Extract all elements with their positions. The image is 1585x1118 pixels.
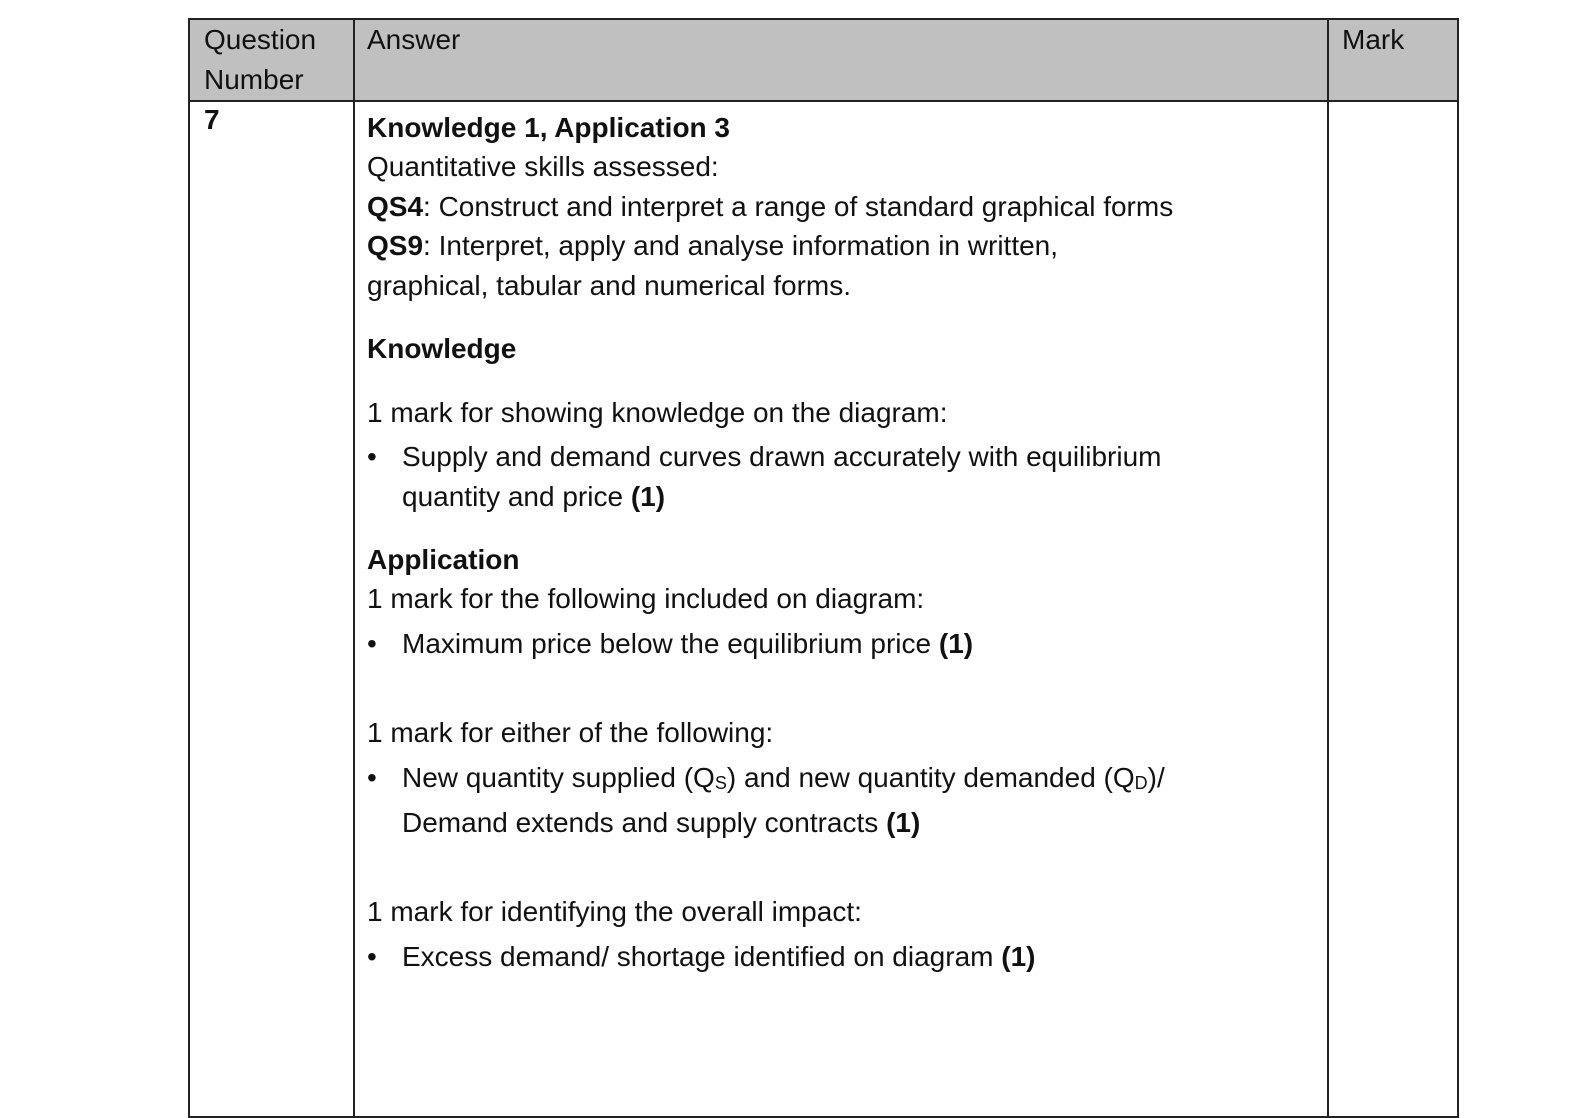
subscript-d: D bbox=[1134, 773, 1148, 793]
question-number: 7 bbox=[204, 104, 220, 135]
knowledge-bullet-cont bbox=[402, 477, 665, 517]
knowledge-heading: Knowledge bbox=[367, 333, 517, 364]
header-answer: Answer bbox=[367, 24, 461, 55]
column-divider bbox=[353, 20, 355, 1116]
text: )/ bbox=[1147, 762, 1165, 793]
text: New quantity supplied (Q bbox=[402, 762, 715, 793]
text: Excess demand/ shortage identified on diagram bbox=[402, 941, 1002, 972]
mark-value: (1) bbox=[938, 628, 974, 659]
header-number: Number bbox=[204, 64, 304, 95]
either-bullet-cont bbox=[402, 803, 920, 843]
either-bullet bbox=[402, 758, 1165, 803]
text: quantity and price bbox=[402, 481, 631, 512]
text: ) and new quantity demanded (Q bbox=[726, 762, 1135, 793]
column-divider bbox=[1327, 20, 1329, 1116]
qs9-line bbox=[367, 226, 1058, 266]
impact-intro: 1 mark for identifying the overall impact: bbox=[367, 896, 862, 927]
header-mark: Mark bbox=[1342, 24, 1405, 55]
bullet: • bbox=[367, 762, 377, 793]
answer-title: Knowledge 1, Application 3 bbox=[367, 112, 731, 143]
application-bullet bbox=[402, 624, 973, 664]
qs4-label: QS4 bbox=[367, 191, 424, 222]
mark-value: (1) bbox=[630, 481, 666, 512]
mark-value: (1) bbox=[1001, 941, 1036, 972]
application-intro: 1 mark for the following included on diagram: bbox=[367, 583, 925, 614]
mark-value: (1) bbox=[886, 807, 921, 838]
text: Demand extends and supply contracts bbox=[402, 807, 887, 838]
qs9-text: : Interpret, apply and analyse information in written, bbox=[423, 230, 1059, 261]
bullet: • bbox=[367, 441, 377, 472]
subscript-s: S bbox=[714, 773, 727, 793]
application-heading: Application bbox=[367, 544, 520, 575]
qs4-line bbox=[367, 187, 1173, 227]
knowledge-intro: 1 mark for showing knowledge on the diagram: bbox=[367, 397, 948, 428]
text: Maximum price below the equilibrium price bbox=[402, 628, 939, 659]
impact-bullet bbox=[402, 937, 1035, 977]
qs9-label: QS9 bbox=[367, 230, 424, 261]
knowledge-bullet: Supply and demand curves drawn accurately with equilibrium bbox=[402, 441, 1162, 472]
qs-intro: Quantitative skills assessed: bbox=[367, 151, 719, 182]
qs9-line-2: graphical, tabular and numerical forms. bbox=[367, 270, 852, 301]
header-question: Question bbox=[204, 24, 317, 55]
bullet: • bbox=[367, 628, 377, 659]
bullet: • bbox=[367, 941, 377, 972]
qs4-text: : Construct and interpret a range of standard graphical forms bbox=[423, 191, 1174, 222]
either-intro: 1 mark for either of the following: bbox=[367, 717, 774, 748]
